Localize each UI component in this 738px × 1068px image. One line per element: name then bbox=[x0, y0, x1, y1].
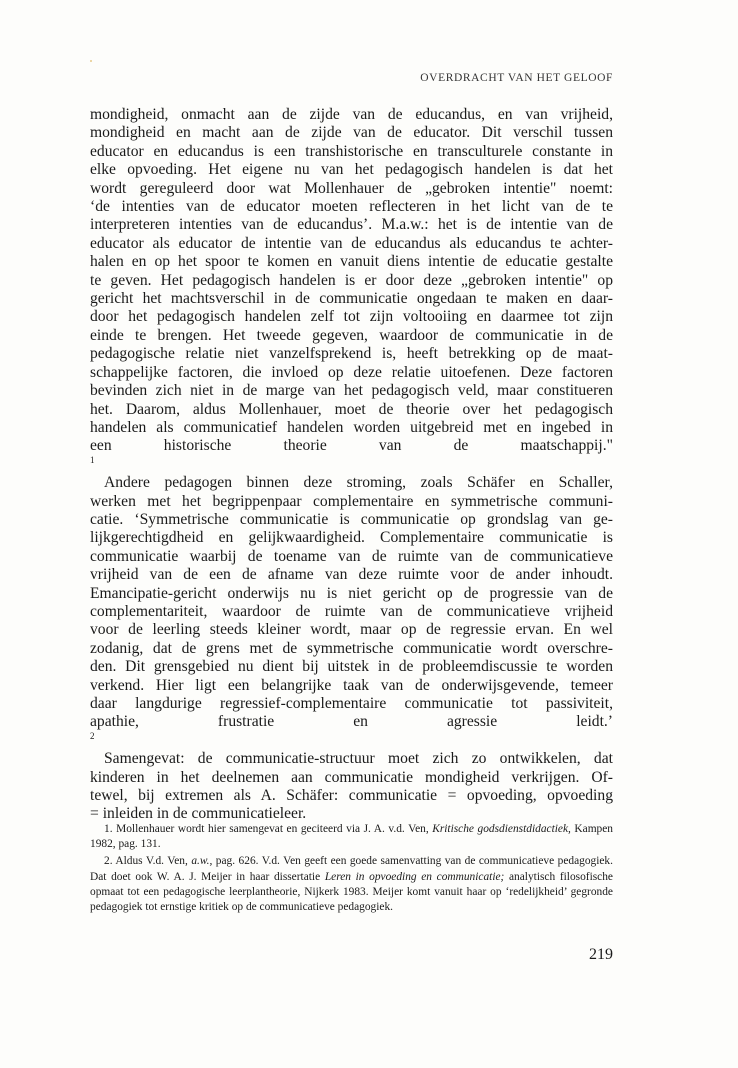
page-number: 219 bbox=[589, 946, 613, 963]
text-line: interpreteren intenties van de educandus’. M.a.w.: het is de intentie van de bbox=[90, 216, 613, 234]
text-line: halen en op het spoor te komen en vanuit diens intentie de educatie gestalte bbox=[90, 253, 613, 271]
text-line: schappelijke factoren, die invloed op deze relatie uitoefenen. Deze factoren bbox=[90, 363, 613, 381]
body-text bbox=[90, 106, 613, 824]
text-line: handelen als communicatief handelen worden uitgebreid met en ingebed in bbox=[90, 418, 613, 436]
running-head: OVERDRACHT VAN HET GELOOF bbox=[420, 72, 613, 84]
text-line: een historische theorie van de maatschappij." bbox=[90, 437, 613, 455]
text-line: elke opvoeding. Het eigene nu van het pedagogisch handelen is dat het bbox=[90, 161, 613, 179]
text-line: pedagogische relatie niet vanzelfsprekend is, heeft betrekking op de maat- bbox=[90, 345, 613, 363]
text-line: gericht het machtsverschil in de communicatie ongedaan te maken en daar- bbox=[90, 290, 613, 308]
text-line: = inleiden in de communicatieleer. bbox=[90, 805, 307, 823]
text-line: kinderen in het deelnemen aan communicatie mondigheid verkrijgen. Of- bbox=[90, 768, 613, 786]
text-line: bevinden zich niet in de marge van het pedagogisch veld, maar constitueren bbox=[90, 382, 613, 400]
paragraph-3 bbox=[90, 750, 613, 824]
footnote-ref-1: 1 bbox=[90, 454, 95, 465]
text-line: Andere pedagogen binnen deze stroming, zoals Schäfer en Schaller, bbox=[104, 474, 613, 492]
footnote-1: 1. Mollenhauer wordt hier samengevat en geciteerd via J. A. v.d. Ven, Kritische godsdienstdidactiek, Kampen 1982, pag. 131. bbox=[90, 823, 613, 851]
footnote-2: 2. Aldus V.d. Ven, a.w., pag. 626. V.d. Ven geeft een goede samenvatting van de communicatieve pedagogiek. Dat doet ook W. A. J. Meijer in haar dissertatie Leren in opvoeding en communicatie; analytisch filosofische opmaat tot een pedagogische leerplantheorie, Nijkerk 1983. Meijer komt vanuit haar op ‘redelijkheid’ gegronde pedagogiek tot ernstige kritiek op de communicatieve pedagogiek. bbox=[90, 855, 613, 914]
text-line: wordt gereguleerd door wat Mollenhauer de „gebroken intentie" noemt: bbox=[90, 179, 613, 197]
text-line: voor de leerling steeds kleiner wordt, maar op de regressie ervan. En wel bbox=[90, 621, 613, 639]
text-line: einde te brengen. Het tweede gegeven, waardoor de communicatie in de bbox=[90, 326, 613, 344]
text-line: Samengevat: de communicatie-structuur moet zich zo ontwikkelen, dat bbox=[104, 750, 613, 768]
text-line: te geven. Het pedagogisch handelen is er door deze „gebroken intentie" op bbox=[90, 271, 613, 289]
text-line: communicatie waarbij de toename van de ruimte van de communicatieve bbox=[90, 547, 613, 565]
text-line: educator en educandus is een transhistorische en transculturele constante in bbox=[90, 142, 613, 160]
text-line: werken met het begrippenpaar complementaire en symmetrische communi- bbox=[90, 492, 613, 510]
footnotes bbox=[90, 822, 613, 917]
text-line: apathie, frustratie en agressie leidt.’ bbox=[90, 713, 613, 731]
text-line: verkend. Hier ligt een belangrijke taak van de onderwijsgevende, temeer bbox=[90, 676, 613, 694]
text-line: daar langdurige regressief-complementaire communicatie tot passiviteit, bbox=[90, 695, 613, 712]
footnote-ref-2: 2 bbox=[90, 730, 95, 741]
text-line: vrijheid van de een de afname van deze ruimte voor de ander inhoudt. bbox=[90, 566, 613, 584]
text-line: mondigheid, onmacht aan de zijde van de educandus, en van vrijheid, bbox=[90, 106, 613, 123]
text-line: door het pedagogisch handelen zelf tot zijn voltooiing en daarmee tot zijn bbox=[90, 308, 613, 326]
text-line: Emancipatie-gericht onderwijs nu is niet gericht op de progressie van de bbox=[90, 584, 613, 602]
text-line: complementariteit, waardoor de ruimte van de communicatieve vrijheid bbox=[90, 602, 613, 620]
text-line: den. Dit grensgebied nu dient bij uitstek in de probleemdiscussie te worden bbox=[90, 658, 613, 676]
text-line: educator als educator de intentie van de educandus als educandus te achter- bbox=[90, 234, 613, 252]
text-line: het. Daarom, aldus Mollenhauer, moet de theorie over het pedagogisch bbox=[90, 400, 613, 418]
text-line: mondigheid en macht aan de zijde van de educator. Dit verschil tussen bbox=[90, 124, 613, 142]
text-line: zodanig, dat de grens met de symmetrische communicatie wordt overschre- bbox=[90, 639, 613, 657]
text-line: tewel, bij extremen als A. Schäfer: communicatie = opvoeding, opvoeding bbox=[90, 787, 613, 805]
text-line bbox=[90, 456, 613, 474]
text-line: catie. ‘Symmetrische communicatie is communicatie op grondslag van ge- bbox=[90, 510, 613, 528]
paper-speck bbox=[90, 60, 92, 62]
paragraph-1 bbox=[90, 106, 613, 474]
paragraph-2 bbox=[90, 474, 613, 750]
text-line: ‘de intenties van de educator moeten reflecteren in het licht van de te bbox=[90, 198, 613, 216]
text-line: lijkgerechtigdheid en gelijkwaardigheid. Complementaire communicatie is bbox=[90, 529, 613, 547]
text-line bbox=[90, 732, 613, 750]
